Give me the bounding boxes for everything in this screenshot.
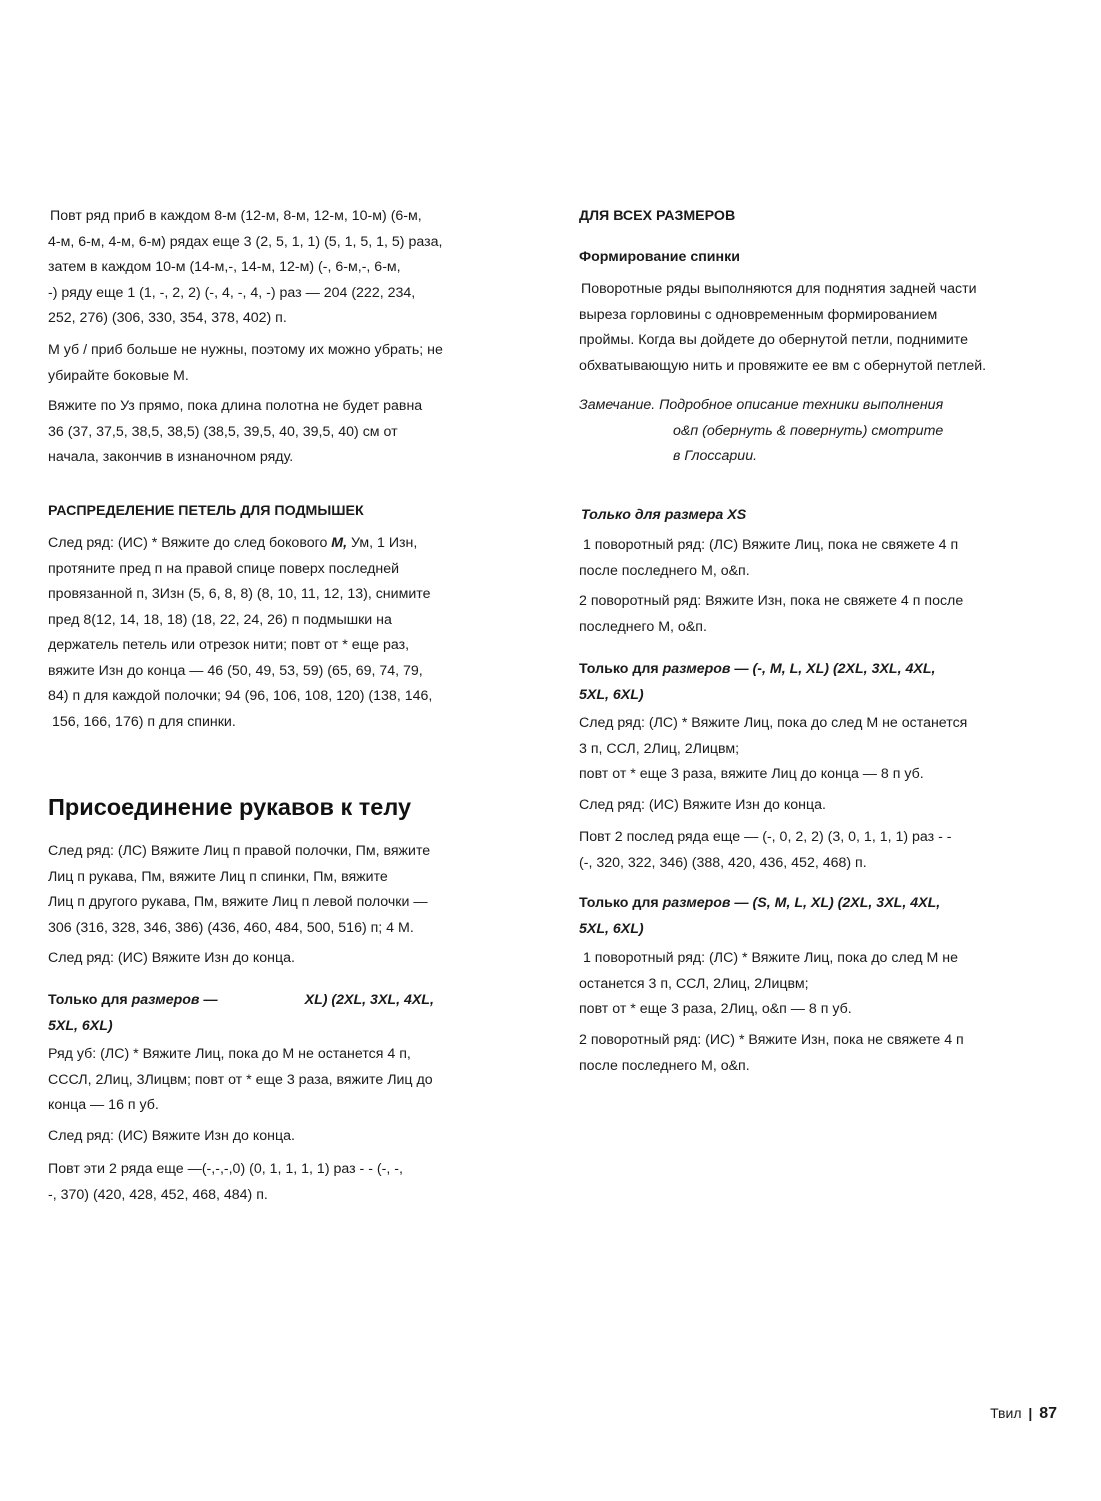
paragraph-underarm-instructions: След ряд: (ИС) * Вяжите до след бокового М, Ум, 1 Изн, протяните пред п на правой спице поверх последней провязанной п, 3Изн (5, 6, 8, 8) (8, 10, 11, 12, 13), снимите пред 8(12, 14, 18, 18) (18, 22, 24, 26) п подмышки на держатель петель или отрезок нити; повт от * еще раз, вяжите Изн до конца — 46 (50, 49, 53, 59) (65, 69, 74, 79, 84) п для каждой полочки; 94 (96, 106, 108, 120) (138, 146, 156, 166, 176) п для спинки. bbox=[48, 535, 433, 730]
paragraph-next-row-ws-right: След ряд: (ИС) Вяжите Изн до конца. bbox=[579, 797, 826, 813]
paragraph-markers-removal: М уб / приб больше не нужны, поэтому их можно убрать; не убирайте боковые М. bbox=[48, 342, 443, 384]
subheading-sizes-s-m-l-xl: Только для размеров — (S, M, L, XL) (2XL, 3XL, 4XL, 5XL, 6XL) bbox=[579, 895, 941, 937]
paragraph-decrease-row: Ряд уб: (ЛС) * Вяжите Лиц, пока до М не останется 4 п, СССЛ, 2Лиц, 3Лицвм; повт от * еще 3 раза, вяжите Лиц до конца — 16 п уб. bbox=[48, 1046, 433, 1113]
paragraph-next-row-ws-2: След ряд: (ИС) Вяжите Изн до конца. bbox=[48, 1128, 295, 1144]
heading-underarm-distribution: РАСПРЕДЕЛЕНИЕ ПЕТЕЛЬ ДЛЯ ПОДМЫШЕК bbox=[48, 503, 364, 519]
page-footer bbox=[990, 1405, 1057, 1423]
note-wrap-and-turn: Замечание. Подробное описание техники выполнения о&п (обернуть & повернуть) смотрите в Глоссарии. bbox=[579, 397, 944, 464]
subheading-sizes-m-l-xl: Только для размеров — (-, M, L, XL) (2XL, 3XL, 4XL, 5XL, 6XL) bbox=[579, 661, 936, 703]
paragraph-short-row-1-rs: 1 поворотный ряд: (ЛС) * Вяжите Лиц, пока до след М не останется 3 п, ССЛ, 2Лиц, 2Лицвм; повт от * еще 3 раза, 2Лиц, о&п — 8 п уб. bbox=[579, 950, 958, 1017]
paragraph-next-row-ws: След ряд: (ИС) Вяжите Изн до конца. bbox=[48, 950, 295, 966]
paragraph-increase-repeat: Повт ряд приб в каждом 8-м (12-м, 8-м, 12-м, 10-м) (6-м, 4-м, 6-м, 4-м, 6-м) рядах еще 3 (2, 5, 1, 1) (5, 1, 5, 1, 5) раза, затем в каждом 10-м (14-м,-, 14-м, 12-м) (-, 6-м,-, 6-м, -) ряду еще 1 (1, -, 2, 2) (-, 4, -, 4, -) раз — 204 (222, 234, 252, 276) (306, 330, 354, 378, 402) п. bbox=[48, 208, 443, 326]
paragraph-short-row-2-ws: 2 поворотный ряд: (ИС) * Вяжите Изн, пока не свяжете 4 п после последнего М, о&п. bbox=[579, 1032, 964, 1074]
subheading-sizes-xl: Только для размеров — XL) (2XL, 3XL, 4XL, 5XL, 6XL) bbox=[48, 992, 434, 1034]
paragraph-short-row-2: 2 поворотный ряд: Вяжите Изн, пока не свяжете 4 п после последнего М, о&п. bbox=[579, 593, 964, 635]
paragraph-next-row-rs: След ряд: (ЛС) * Вяжите Лиц, пока до след М не останется 3 п, ССЛ, 2Лиц, 2Лицвм; повт от * еще 3 раза, вяжите Лиц до конца — 8 п уб. bbox=[579, 715, 968, 782]
page-number: 87 bbox=[1039, 1405, 1057, 1422]
section-title-join-sleeves: Присоединение рукавов к телу bbox=[48, 794, 412, 820]
footer-label: Твил bbox=[990, 1405, 1022, 1421]
subheading-size-xs: Только для размера XS bbox=[581, 507, 747, 523]
paragraph-repeat-last-rows: Повт 2 послед ряда еще — (-, 0, 2, 2) (3, 0, 1, 1, 1) раз - - (-, 320, 322, 346) (388, 420, 436, 452, 468) п. bbox=[579, 829, 952, 871]
paragraph-short-row-1: 1 поворотный ряд: (ЛС) Вяжите Лиц, пока не свяжете 4 п после последнего М, о&п. bbox=[579, 537, 959, 579]
heading-all-sizes: ДЛЯ ВСЕХ РАЗМЕРОВ bbox=[579, 208, 736, 224]
paragraph-short-rows-intro: Поворотные ряды выполняются для поднятия задней части выреза горловины с одновременным формированием проймы. Когда вы дойдете до обернутой петли, поднимите обхватывающую нить и провяжите ее вм с обернутой петлей. bbox=[579, 281, 987, 374]
paragraph-repeat-rows: Повт эти 2 ряда еще —(-,-,-,0) (0, 1, 1, 1, 1) раз - - (-, -, -, 370) (420, 428, 452, 468, 484) п. bbox=[48, 1161, 403, 1203]
paragraph-knit-straight: Вяжите по Уз прямо, пока длина полотна не будет равна 36 (37, 37,5, 38,5, 38,5) (38,5, 39,5, 40, 39,5, 40) см от начала, закончив в изнаночном ряду. bbox=[48, 398, 423, 465]
paragraph-join-row: След ряд: (ЛС) Вяжите Лиц п правой полочки, Пм, вяжите Лиц п рукава, Пм, вяжите Лиц п спинки, Пм, вяжите Лиц п другого рукава, Пм, вяжите Лиц п левой полочки — 306 (316, 328, 346, 386) (436, 460, 484, 500, 516) п; 4 М. bbox=[48, 843, 431, 936]
heading-back-shaping: Формирование спинки bbox=[579, 249, 740, 265]
footer-separator: | bbox=[1028, 1405, 1033, 1421]
